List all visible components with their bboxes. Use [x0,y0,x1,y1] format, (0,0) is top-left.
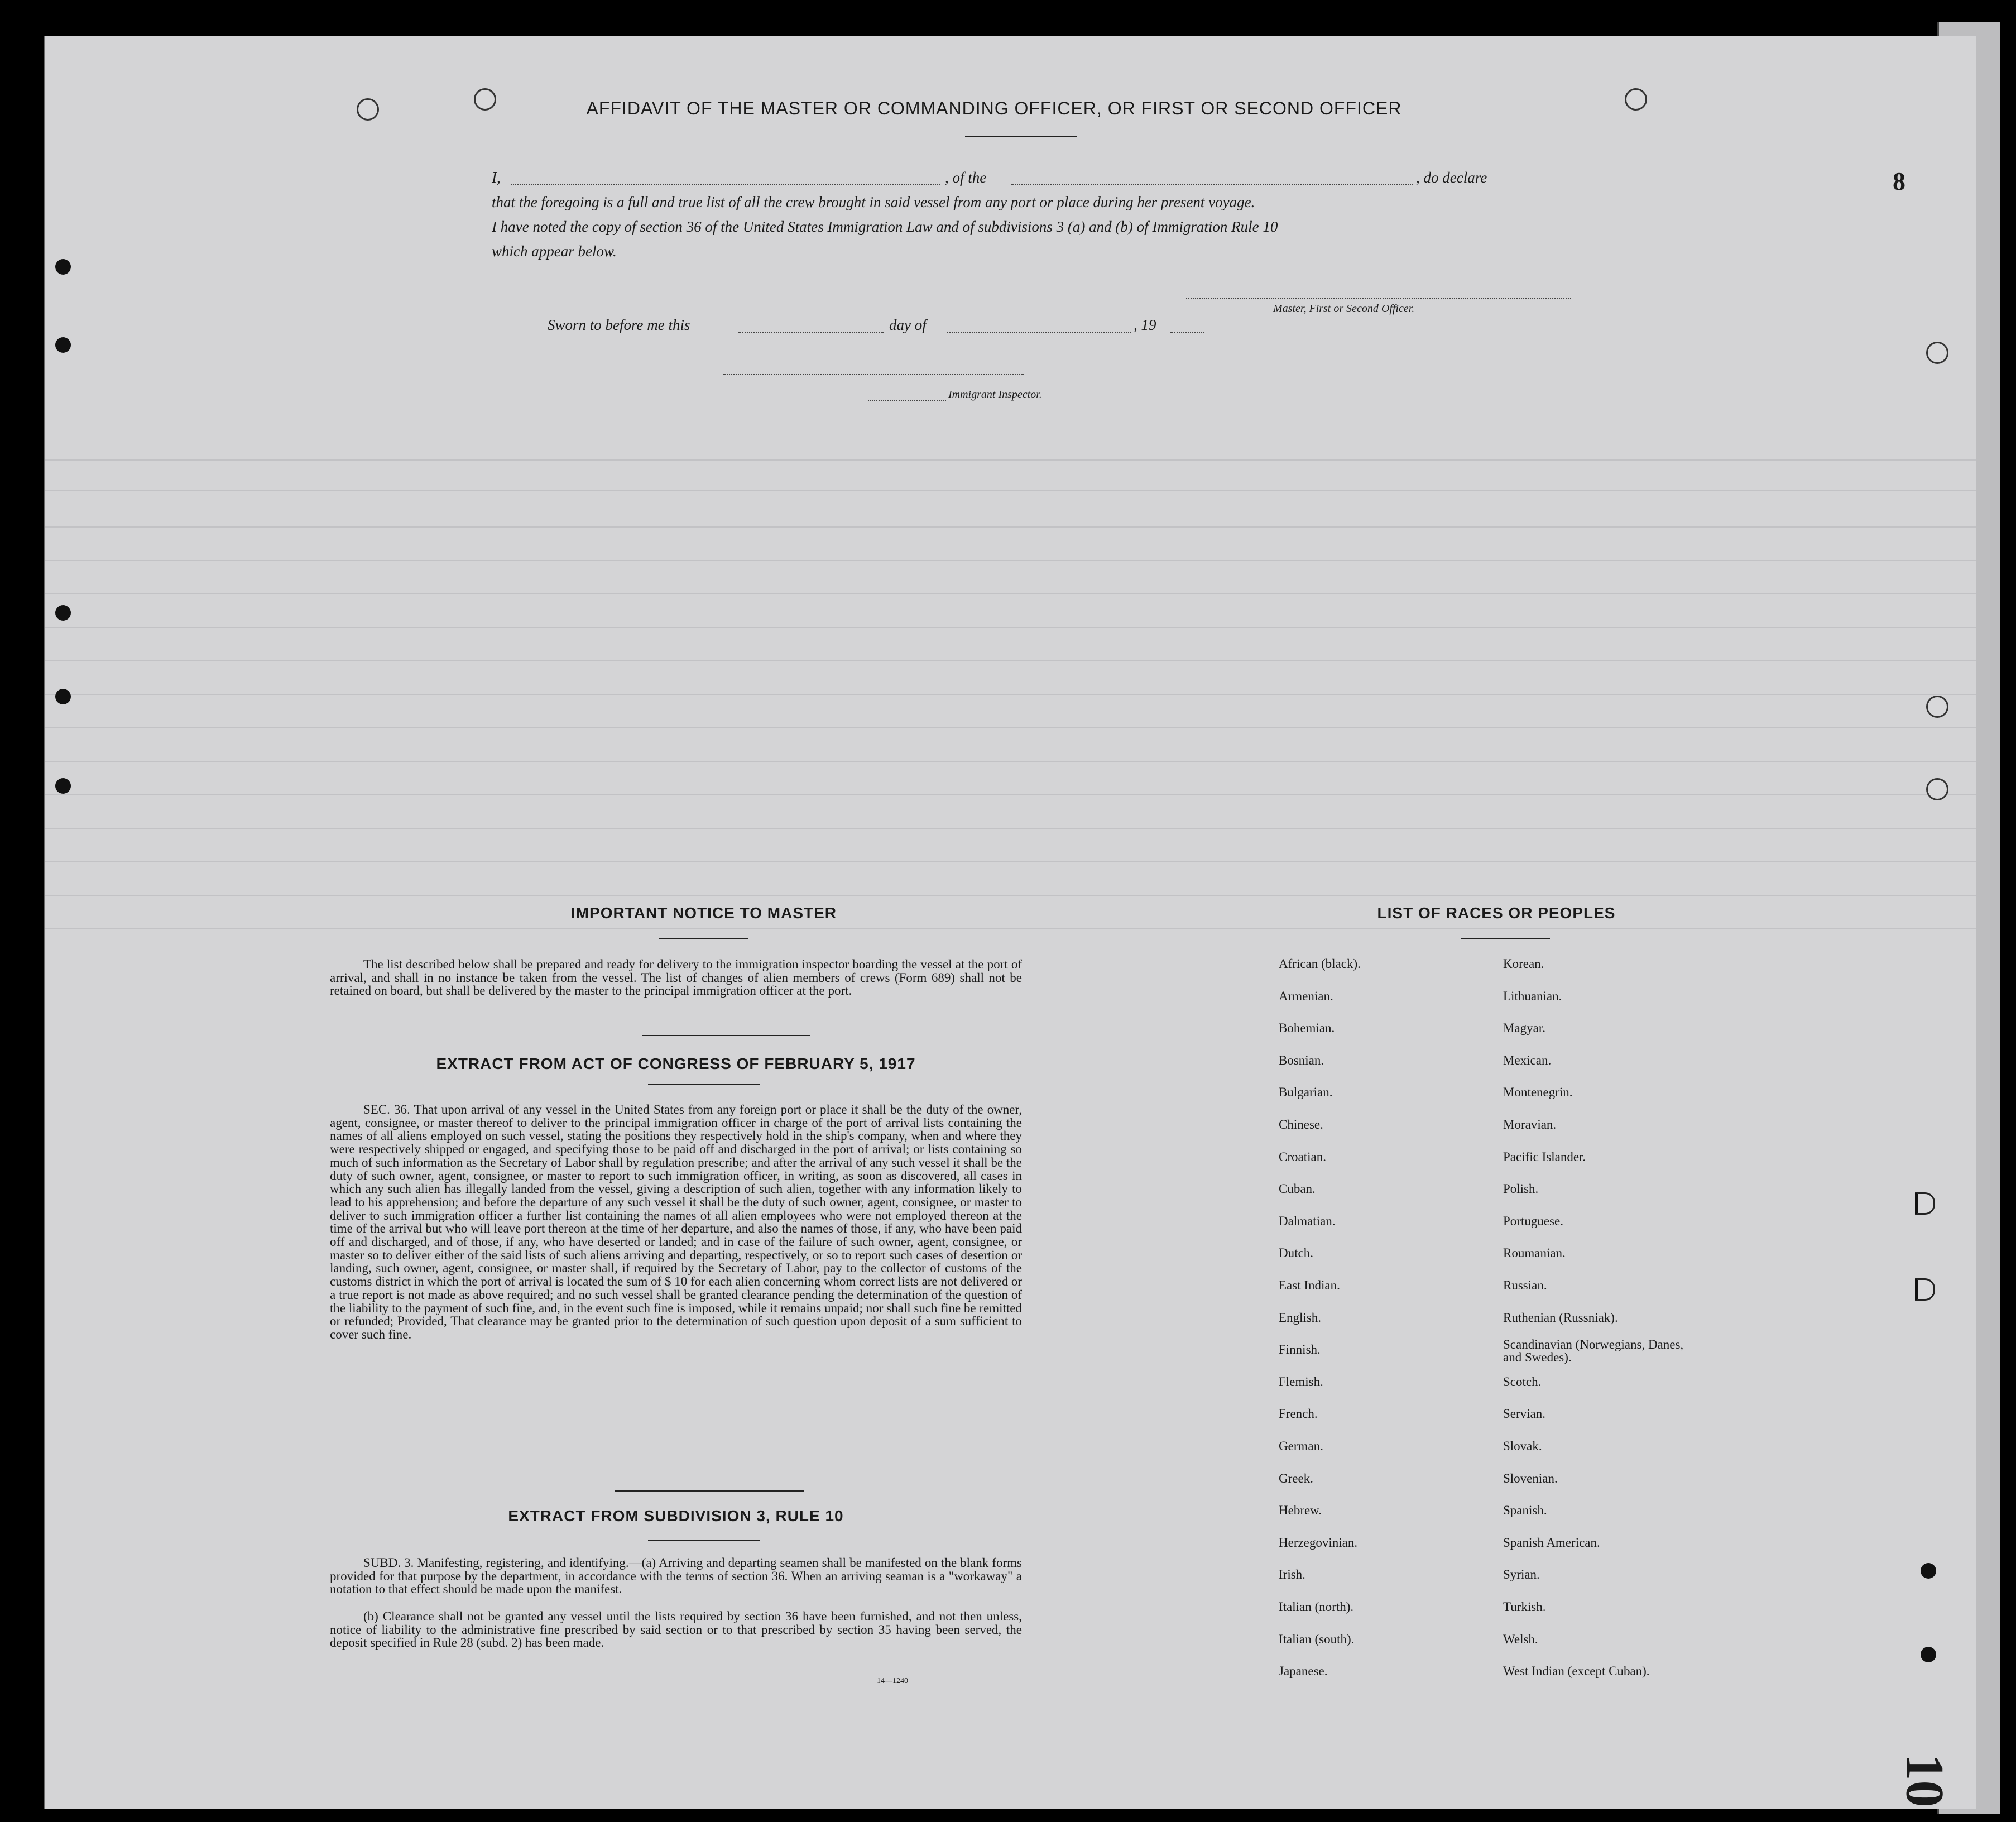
i-label: I, [492,169,501,186]
declaration-block [492,165,1597,263]
declaration-line-4: which appear below. [492,243,617,260]
page-number-mark-bottom: 10 [1895,1753,1955,1807]
extract-rule-text-b: (b) Clearance shall not be granted any vessel until the lists required by section 36 have been furnished, and not then unless, notice of liability to the administrative fine prescribed by said section or to that prescribed by section 35 having been served, the deposit specified in Rule 28 (subd. 2) has been made. [330,1609,1022,1650]
section-divider [642,1035,810,1036]
races-underline [1461,938,1550,939]
punch-hole [1915,1278,1935,1301]
race-item: French. [1279,1407,1318,1421]
race-item: Turkish. [1503,1600,1546,1614]
extract-act-title: EXTRACT FROM ACT OF CONGRESS OF FEBRUARY 5, 1917 [436,1055,916,1072]
race-item: Japanese. [1279,1664,1328,1679]
race-item: Italian (north). [1279,1600,1354,1614]
extract-rule-underline [648,1540,760,1541]
race-item: German. [1279,1439,1323,1453]
of-the-label: , of the [945,169,987,186]
race-item: Armenian. [1279,989,1333,1003]
day-of-label: day of [889,317,927,333]
race-item: Dalmatian. [1279,1214,1336,1228]
race-item: Irish. [1279,1567,1305,1582]
form-number: 14—1240 [877,1677,908,1685]
binder-hole [55,337,71,353]
month-blank[interactable] [947,332,1131,333]
race-item: Finnish. [1279,1342,1321,1357]
punch-hole [1926,778,1948,800]
binder-hole [55,605,71,621]
race-item: Scandinavian (Norwegians, Danes, and Swedes). [1503,1337,1684,1365]
inspector-label: Immigrant Inspector. [948,389,1042,401]
race-item: Montenegrin. [1503,1085,1573,1100]
race-item: East Indian. [1279,1278,1340,1292]
races-title: LIST OF RACES OR PEOPLES [1377,904,1616,922]
year-label: , 19 [1134,317,1156,333]
race-item: Italian (south). [1279,1632,1355,1646]
race-item: West Indian (except Cuban). [1503,1664,1650,1679]
races-right-column [1503,957,1726,1727]
race-item: Chinese. [1279,1118,1323,1131]
sworn-label: Sworn to before me this [548,317,690,333]
day-blank[interactable] [738,332,884,333]
title-underline [965,136,1077,137]
race-item: Bulgarian. [1279,1085,1333,1100]
sworn-line [548,313,1329,337]
race-item: Bosnian. [1279,1053,1324,1067]
section-divider [615,1490,804,1492]
race-item: Polish. [1503,1182,1539,1196]
punch-hole [1926,696,1948,718]
race-item: Slovenian. [1503,1471,1558,1485]
master-signature-label: Master, First or Second Officer. [1273,303,1415,315]
race-item: Dutch. [1279,1246,1313,1260]
binder-hole [55,689,71,704]
race-item: Portuguese. [1503,1214,1563,1228]
race-item: Roumanian. [1503,1246,1566,1260]
vessel-blank[interactable] [1011,184,1413,185]
race-item: Welsh. [1503,1632,1538,1646]
page-number-mark: 8 [1893,167,1905,195]
race-item: Pacific Islander. [1503,1149,1586,1164]
extract-act-text: SEC. 36. That upon arrival of any vessel in the United States from any foreign port or place it shall be the duty of the owner, agent, consignee, or master thereof to deliver to the principal immigration officer in charge of the port of arrival lists containing the names of all aliens employed on such vessel, stating the positions they respectively hold in the ship's company, when and where they were respectively shipped or engaged, and specifying those to be paid off and discharged in the port of arrival; or lists containing so much of such information as the Secretary of Labor shall by regulation prescribe; and after the arrival of any such vessel it shall be the duty of such owner, agent, consignee, or master to report to such immigration officer, in writing, as soon as discovered, all cases in which any such alien has illegally landed from the vessel, giving a description of such alien, together with any information likely to lead to his apprehension; and before the departure of any such vessel it shall be the duty of such owner, agent, consignee, or master to deliver to such immigration officer a further list containing the names of all alien employees who were not employed thereon at the time of the arrival but who will leave port thereon at the time of her departure, and also the names of those, if any, who have been paid off and discharged, and of those, if any, who have deserted or landed; and in case of the failure of such owner, agent, consignee, or master so to deliver either of the said lists of such aliens arriving and departing, respectively, or so to report such cases of desertion or landing, such owner, agent, consignee, or master shall, if required by the Secretary of Labor, pay to the collector of customs of the customs district in which the port of arrival is located the sum of $ 10 for each alien concerning whom correct lists are not delivered or a true report is not made as above required; and no such vessel shall be granted clearance pending the determination of the question of the liability to the payment of such fine, and, in the event such fine is imposed, while it remains unpaid; nor shall such fine be remitted or refunded; Provided, That clearance may be granted prior to the determination of such question upon deposit of a sum sufficient to cover such fine. [330,1102,1022,1341]
notice-title: IMPORTANT NOTICE TO MASTER [570,904,837,922]
punch-hole [357,98,379,121]
punch-hole [1921,1563,1936,1579]
race-item: Ruthenian (Russniak). [1503,1310,1618,1325]
race-item: Magyar. [1503,1021,1546,1035]
race-item: Spanish. [1503,1503,1547,1518]
binder-hole [55,778,71,794]
race-item: Syrian. [1503,1567,1540,1582]
binder-hole [55,259,71,275]
extract-act-underline [648,1084,760,1085]
punch-hole [1625,88,1647,111]
inspector-signature-line-2 [868,400,946,401]
declaration-line-2: that the foregoing is a full and true list of all the crew brought in said vessel from any port or place during her present voyage. [492,194,1255,210]
race-item: Korean. [1503,957,1544,971]
race-item: Croatian. [1279,1149,1326,1164]
punch-hole [1926,342,1948,364]
declaration-line-1 [492,165,1597,190]
inspector-signature-line[interactable] [723,374,1024,375]
extract-rule-title: EXTRACT FROM SUBDIVISION 3, RULE 10 [508,1507,844,1524]
race-item: Cuban. [1279,1182,1316,1196]
do-declare-label: , do declare [1416,169,1487,186]
notice-underline [659,938,748,939]
extract-rule-text-a: SUBD. 3. Manifesting, registering, and identifying.—(a) Arriving and departing seamen shall be manifested on the blank forms provided for that purpose by the department, in accordance with the terms of section 36. When an arriving seaman is a "workaway" a notation to that effect should be made upon the manifest. [330,1556,1022,1596]
race-item: Bohemian. [1279,1021,1335,1035]
punch-hole [1921,1647,1936,1662]
master-signature-line[interactable] [1186,298,1571,299]
name-blank[interactable] [511,184,940,185]
race-item: Lithuanian. [1503,989,1562,1003]
notice-text: The list described below shall be prepared and ready for delivery to the immigration inspector boarding the vessel at the port of arrival, and shall in no instance be taken from the vessel. The list of changes of alien members of crews (Form 689) shall not be retained on board, but shall be delivered by the master to the principal immigration officer at the port. [330,957,1022,998]
race-item: English. [1279,1310,1322,1325]
race-item: Hebrew. [1279,1503,1322,1518]
race-item: Herzegovinian. [1279,1535,1358,1550]
race-item: Greek. [1279,1471,1313,1485]
race-item: Moravian. [1503,1118,1557,1131]
declaration-line-3: I have noted the copy of section 36 of the United States Immigration Law and of subdivisions 3 (a) and (b) of Immigration Rule 10 [492,218,1278,235]
affidavit-title: AFFIDAVIT OF THE MASTER OR COMMANDING OFFICER, OR FIRST OR SECOND OFFICER [586,98,1402,118]
race-item: Slovak. [1503,1439,1542,1453]
document-page [44,36,1976,1809]
race-item: Spanish American. [1503,1535,1600,1550]
race-item: African (black). [1279,957,1361,971]
race-item: Mexican. [1503,1053,1552,1067]
race-item: Scotch. [1503,1374,1542,1389]
race-item: Servian. [1503,1407,1546,1421]
race-item: Flemish. [1279,1374,1323,1389]
races-left-column [1279,957,1491,1727]
punch-hole [1915,1192,1935,1215]
race-item: Russian. [1503,1278,1547,1292]
year-blank[interactable] [1170,332,1204,333]
